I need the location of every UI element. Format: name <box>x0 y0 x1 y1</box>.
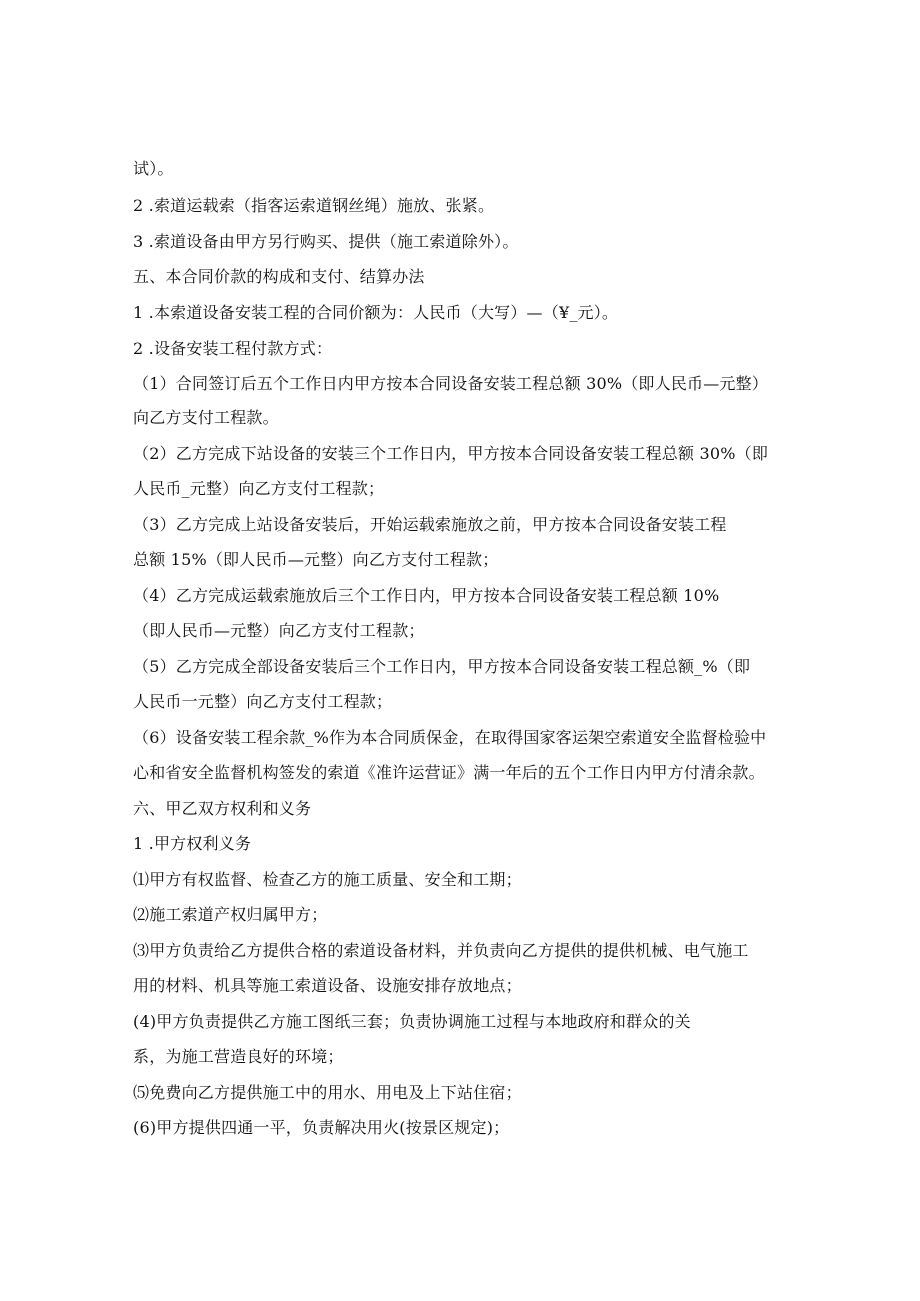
text-line: 1 .本索道设备安装工程的合同价额为：人民币（大写）—（¥_元）。 <box>133 303 619 322</box>
section-heading: 五、本合同价款的构成和支付、结算办法 <box>133 267 425 286</box>
text-line: （即人民币—元整）向乙方支付工程款； <box>133 621 425 640</box>
text-line: 向乙方支付工程款。 <box>133 408 279 427</box>
text-line: 3 .索道设备由甲方另行购买、提供（施工索道除外）。 <box>133 232 519 251</box>
text-line: 用的材料、机具等施工索道设备、设施安排存放地点； <box>133 976 522 995</box>
text-line: 2 .索道运载索（指客运索道钢丝绳）施放、张紧。 <box>133 196 495 215</box>
text-line: （6）设备安装工程余款_%作为本合同质保金，在取得国家客运架空索道安全监督检验中 <box>133 728 767 747</box>
section-heading: 六、甲乙双方权利和义务 <box>133 799 312 818</box>
text-line: (6)甲方提供四通一平，负责解决用火(按景区规定)； <box>133 1118 510 1137</box>
text-line: 试）。 <box>133 159 174 178</box>
text-line: （5）乙方完成全部设备安装后三个工作日内，甲方按本合同设备安装工程总额_%（即 <box>133 657 751 676</box>
text-line: 人民币一元整）向乙方支付工程款； <box>133 692 393 711</box>
text-line: 总额 15%（即人民币—元整）向乙方支付工程款； <box>133 550 499 569</box>
text-line: ⑵施工索道产权归属甲方； <box>133 905 328 924</box>
text-line: （1）合同签订后五个工作日内甲方按本合同设备安装工程总额 30%（即人民币—元整） <box>133 374 769 393</box>
text-line: 2 .设备安装工程付款方式： <box>133 339 333 358</box>
text-line: 系，为施工营造良好的环境； <box>133 1047 344 1066</box>
text-line: ⑸免费向乙方提供施工中的用水、用电及上下站住宿； <box>133 1083 522 1102</box>
text-line: ⑶甲方负责给乙方提供合格的索道设备材料，并负责向乙方提供的提供机械、电气施工 <box>133 941 749 960</box>
text-line: （4）乙方完成运载索施放后三个工作日内，甲方按本合同设备安装工程总额 10% <box>133 586 720 605</box>
text-line: 人民币_元整）向乙方支付工程款； <box>133 479 385 498</box>
text-line: （3）乙方完成上站设备安装后，开始运载索施放之前，甲方按本合同设备安装工程 <box>133 515 727 534</box>
text-line: 心和省安全监督机构签发的索道《准许运营证》满一年后的五个工作日内甲方付清余款。 <box>133 763 765 782</box>
text-line: (4)甲方负责提供乙方施工图纸三套；负责协调施工过程与本地政府和群众的关 <box>133 1012 691 1031</box>
text-line: ⑴甲方有权监督、检查乙方的施工质量、安全和工期； <box>133 870 522 889</box>
text-line: 1 .甲方权利义务 <box>133 834 252 853</box>
text-line: （2）乙方完成下站设备的安装三个工作日内，甲方按本合同设备安装工程总额 30%（即 <box>133 444 769 463</box>
